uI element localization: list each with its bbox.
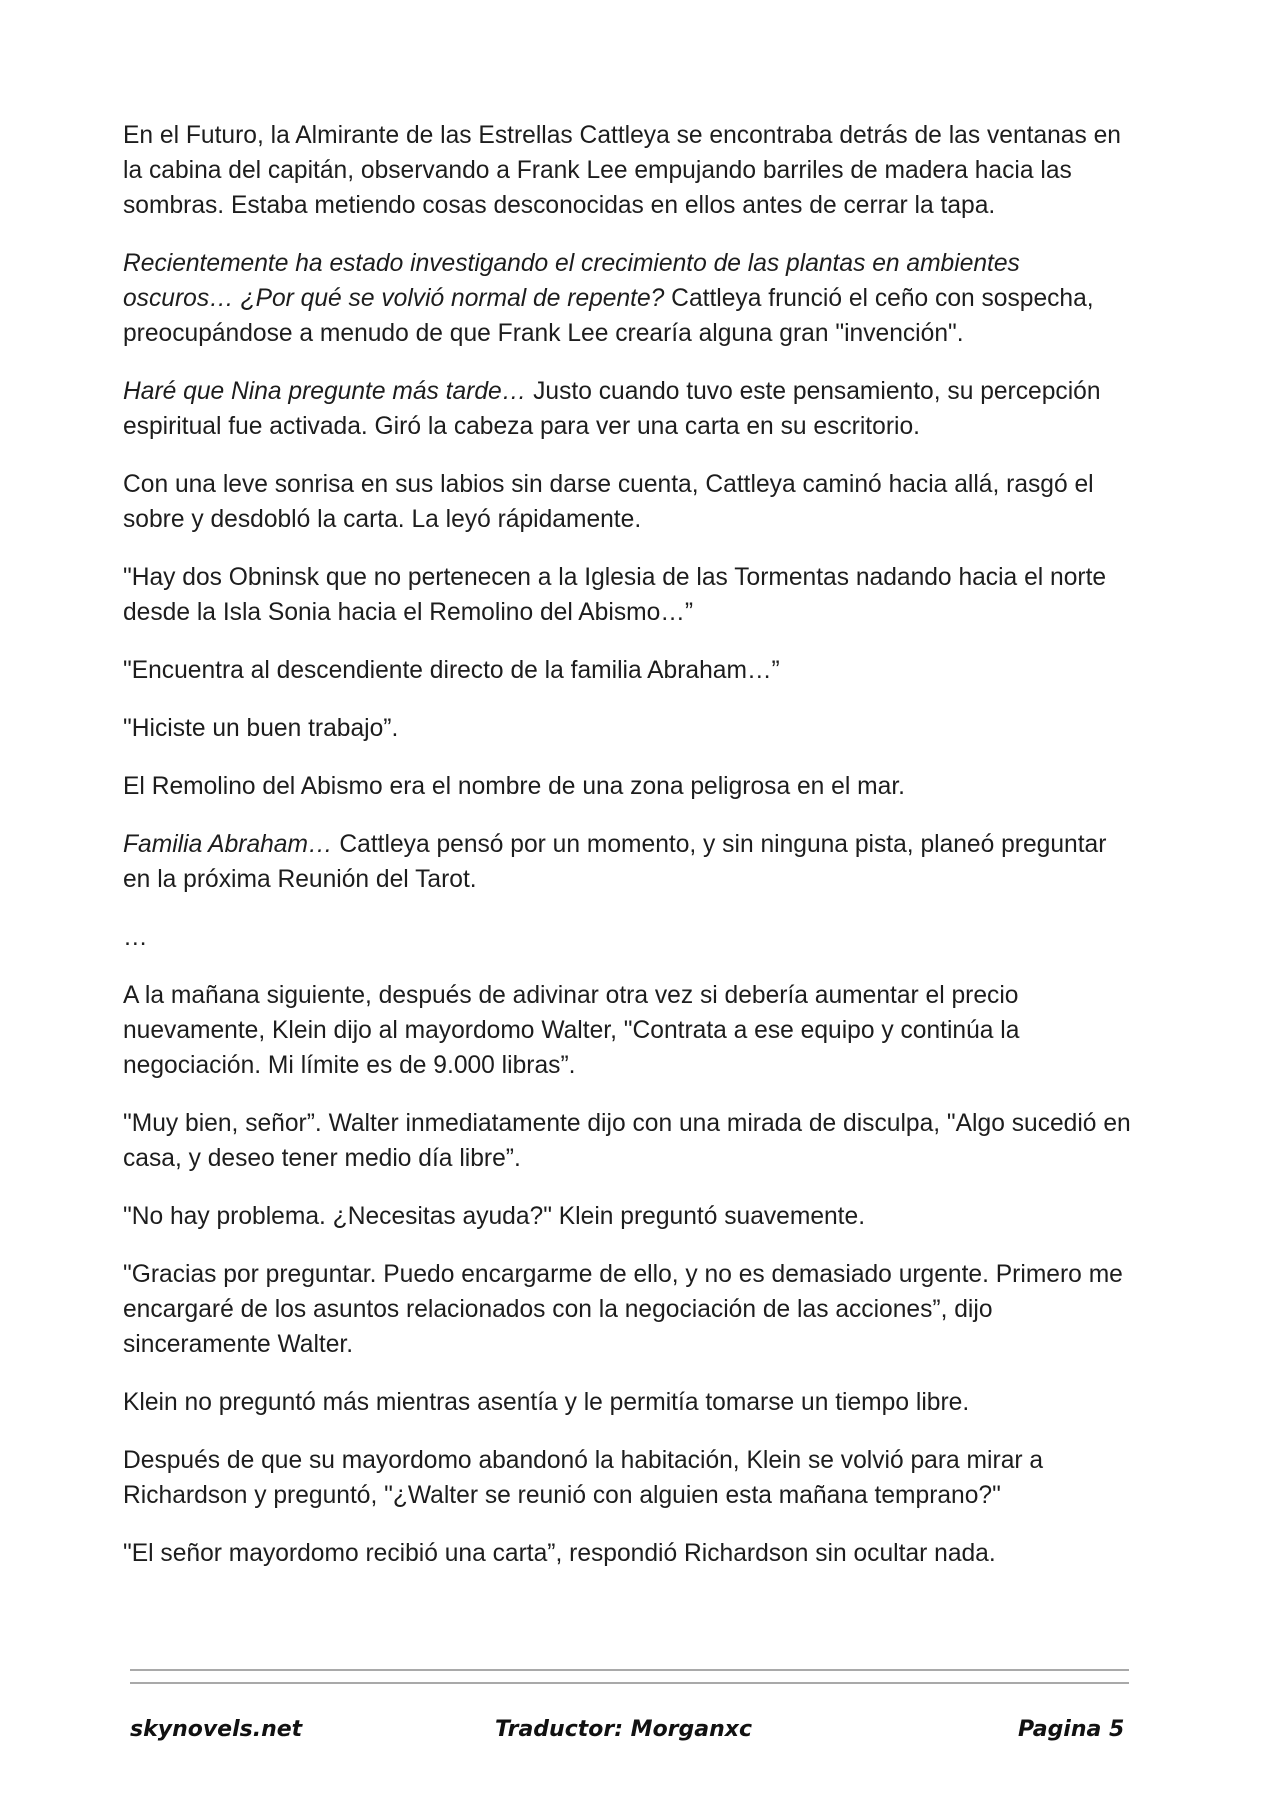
paragraph: [123, 467, 1133, 537]
italic-text: Familia Abraham…: [123, 831, 333, 858]
paragraph: [123, 769, 1133, 804]
text-run: Cattleya frunció el ceño con sospecha, preocupándose a menudo de que Frank Lee crearía alguna gran "invención".: [123, 285, 1094, 347]
paragraph: [123, 978, 1133, 1083]
italic-text: Recientemente ha estado investigando el crecimiento de las plantas en ambientes oscuros… ¿Por qué se volvió normal de repente?: [123, 250, 1020, 312]
paragraph: [123, 1385, 1133, 1420]
paragraph: [123, 653, 1133, 688]
paragraph: [123, 118, 1133, 223]
paragraph: [123, 246, 1133, 351]
paragraph: [123, 920, 1133, 955]
text-run: "No hay problema. ¿Necesitas ayuda?" Klein preguntó suavemente.: [123, 1203, 866, 1230]
footer-translator: Traductor: Morganxc: [495, 1717, 753, 1742]
text-run: "El señor mayordomo recibió una carta”, respondió Richardson sin ocultar nada.: [123, 1540, 996, 1567]
footer-rule-top: [130, 1669, 1129, 1671]
text-run: En el Futuro, la Almirante de las Estrellas Cattleya se encontraba detrás de las ventanas en la cabina del capitán, observando a Frank Lee empujando barriles de madera hacia las sombras. Estaba metiendo cosas desconocidas en ellos antes de cerrar la tapa.: [123, 122, 1121, 219]
paragraph: [123, 1443, 1133, 1513]
text-run: …: [123, 924, 148, 951]
paragraph: [123, 1257, 1133, 1362]
text-run: Cattleya pensó por un momento, y sin ninguna pista, planeó preguntar en la próxima Reunión del Tarot.: [123, 831, 1107, 893]
text-run: Con una leve sonrisa en sus labios sin darse cuenta, Cattleya caminó hacia allá, rasgó el sobre y desdobló la carta. La leyó rápidamente.: [123, 471, 1094, 533]
text-run: El Remolino del Abismo era el nombre de una zona peligrosa en el mar.: [123, 773, 905, 800]
paragraph: [123, 1106, 1133, 1176]
text-run: Después de que su mayordomo abandonó la habitación, Klein se volvió para mirar a Richardson y preguntó, "¿Walter se reunió con alguien esta mañana temprano?": [123, 1447, 1044, 1509]
paragraph: [123, 711, 1133, 746]
text-run: Justo cuando tuvo este pensamiento, su percepción espiritual fue activada. Giró la cabeza para ver una carta en su escritorio.: [123, 378, 1101, 440]
paragraph: [123, 560, 1133, 630]
text-run: "Encuentra al descendiente directo de la familia Abraham…”: [123, 657, 780, 684]
text-run: A la mañana siguiente, después de adivinar otra vez si debería aumentar el precio nuevamente, Klein dijo al mayordomo Walter, "Contrata a ese equipo y continúa la negociación. Mi límite es de 9.000 libras”.: [123, 982, 1020, 1079]
paragraph: [123, 1536, 1133, 1571]
body-text: [123, 118, 1133, 1594]
paragraph: [123, 827, 1133, 897]
footer-rule-bottom: [130, 1682, 1129, 1684]
text-run: "Muy bien, señor”. Walter inmediatamente dijo con una mirada de disculpa, "Algo sucedió en casa, y deseo tener medio día libre”.: [123, 1110, 1131, 1172]
paragraph: [123, 374, 1133, 444]
footer-page-number: Pagina 5: [1018, 1717, 1125, 1742]
text-run: "Hiciste un buen trabajo”.: [123, 715, 399, 742]
text-run: Klein no preguntó más mientras asentía y le permitía tomarse un tiempo libre.: [123, 1389, 970, 1416]
footer-site: skynovels.net: [130, 1717, 303, 1742]
italic-text: Haré que Nina pregunte más tarde…: [123, 378, 527, 405]
text-run: "Hay dos Obninsk que no pertenecen a la Iglesia de las Tormentas nadando hacia el norte desde la Isla Sonia hacia el Remolino del Abismo…”: [123, 564, 1107, 626]
text-run: "Gracias por preguntar. Puedo encargarme de ello, y no es demasiado urgente. Primero me encargaré de los asuntos relacionados con la negociación de las acciones”, dijo sinceramente Walter.: [123, 1261, 1123, 1358]
paragraph: [123, 1199, 1133, 1234]
